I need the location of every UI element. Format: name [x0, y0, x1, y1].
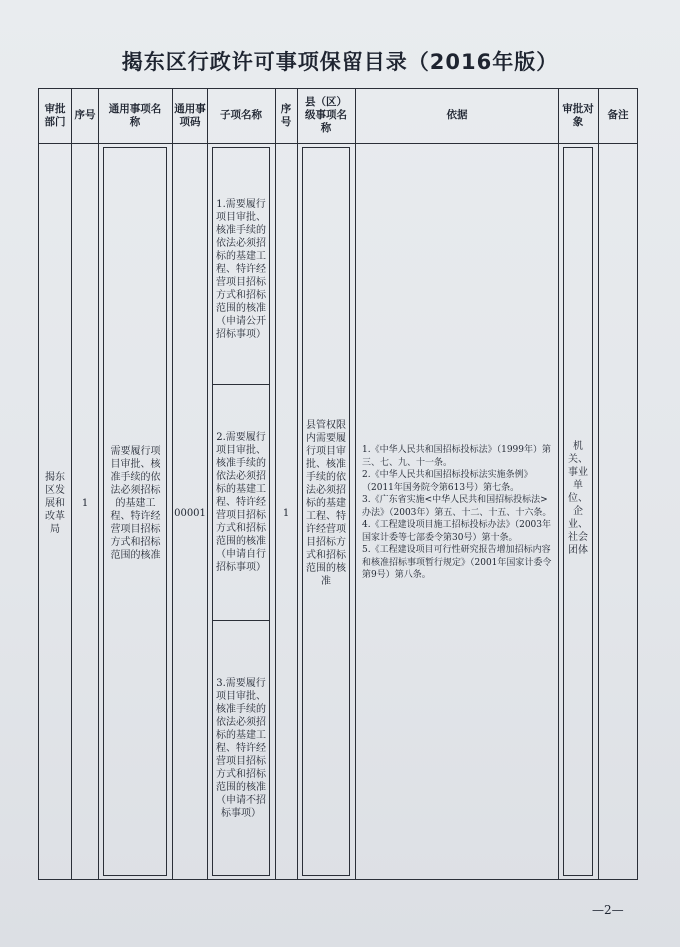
- page-number: —2—: [592, 903, 624, 917]
- col-line: [71, 88, 72, 880]
- header-seq: 序号: [74, 109, 96, 121]
- header-dept: 审批部门: [44, 102, 66, 128]
- subitem-3: 3.需要履行项目审批、核准手续的依法必须招标的基建工程、特许经营项目招标方式和招标范围的核准（申请不招标事项）: [216, 677, 266, 819]
- header-county: 县（区）级事项名称: [305, 96, 347, 134]
- col-line: [297, 88, 298, 880]
- col-line: [172, 88, 173, 880]
- subitem-divider: [212, 620, 270, 621]
- dept-cell: 揭东区发展和改革局: [45, 471, 65, 535]
- document-title: 揭东区行政许可事项保留目录（2016年版）: [121, 50, 559, 74]
- basis-item-2: 2.《中华人民共和国招标投标法实施条例》（2011年国务院令第613号）第七条。: [362, 470, 533, 493]
- basis-cell: [362, 388, 554, 638]
- subitem-divider: [212, 384, 270, 385]
- header-target: 审批对象: [562, 102, 594, 128]
- col-line: [207, 88, 208, 880]
- header-code: 通用事项码: [174, 102, 206, 128]
- header-item: 通用事项名称: [108, 102, 162, 128]
- subitem-1: 1.需要履行项目审批、核准手续的依法必须招标的基建工程、特许经营项目招标方式和招标范围的核准（申请公开招标事项）: [216, 198, 266, 340]
- subitem-2: 2.需要履行项目审批、核准手续的依法必须招标的基建工程、特许经营项目招标方式和招标范围的核准（申请自行招标事项）: [216, 431, 266, 573]
- col-line: [598, 88, 599, 880]
- col-line: [355, 88, 356, 880]
- col-line: [275, 88, 276, 880]
- catalog-table: [38, 88, 638, 880]
- subseq-cell: 1: [282, 507, 290, 519]
- seq-cell: 1: [81, 497, 89, 509]
- county-cell: 县管权限内需要履行项目审批、核准手续的依法必须招标的基建工程、特许经营项目招标方式和招标范围的核准: [306, 419, 346, 587]
- col-line: [558, 88, 559, 880]
- header-divider: [38, 143, 638, 144]
- col-line: [98, 88, 99, 880]
- basis-item-5: 5.《工程建设项目可行性研究报告增加招标内容和核准招标事项暂行规定》（2001年国家计委令第9号）第八条。: [362, 545, 552, 581]
- header-basis: 依据: [446, 109, 468, 121]
- note-cell: [602, 428, 634, 568]
- target-cell: 机关、事业单位、企业、社会团体: [568, 440, 588, 556]
- item-cell: 需要履行项目审批、核准手续的依法必须招标的基建工程、特许经营项目招标方式和招标范围的核准: [110, 445, 161, 561]
- header-subitem: 子项名称: [220, 109, 262, 121]
- header-note: 备注: [607, 109, 629, 121]
- code-cell: 00001: [174, 507, 206, 519]
- basis-item-1: 1.《中华人民共和国招标投标法》（1999年）第三、七、九、十一条。: [362, 445, 551, 468]
- header-subseq: 序号: [280, 102, 292, 128]
- basis-item-4: 4.《工程建设项目施工招标投标办法》（2003年国家计委等七部委令第30号）第十条。: [362, 520, 551, 543]
- basis-item-3: 3.《广东省实施<中华人民共和国招标投标法>办法》（2003年）第五、十二、十五、十六条。: [362, 495, 552, 518]
